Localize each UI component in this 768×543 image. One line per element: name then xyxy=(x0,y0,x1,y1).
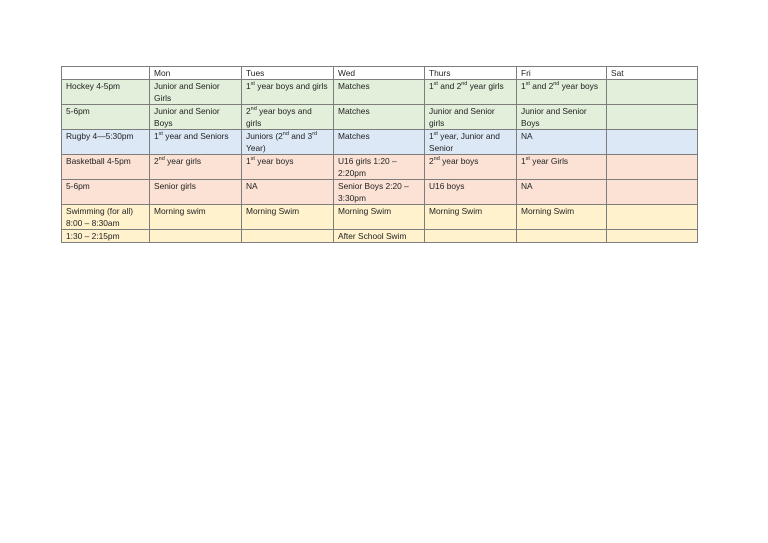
table-cell xyxy=(517,230,607,243)
table-cell xyxy=(242,230,334,243)
table-cell: After School Swim xyxy=(334,230,425,243)
table-cell: Rugby 4—5:30pm xyxy=(62,130,150,155)
table-cell: Morning Swim xyxy=(242,205,334,230)
table-cell: Matches xyxy=(334,130,425,155)
table-cell: 2nd year girls xyxy=(150,155,242,180)
header-cell-sat: Sat xyxy=(607,67,698,80)
table-cell: 1st and 2nd year girls xyxy=(425,80,517,105)
table-row-swimming xyxy=(62,205,698,230)
table-row-hockey-late xyxy=(62,105,698,130)
table-cell: 1st year boys and girls xyxy=(242,80,334,105)
table-cell: Junior and Senior Boys xyxy=(150,105,242,130)
table-cell: Matches xyxy=(334,80,425,105)
header-cell-empty xyxy=(62,67,150,80)
table-cell: 1st year boys xyxy=(242,155,334,180)
table-cell: 1st year and Seniors xyxy=(150,130,242,155)
header-cell-fri: Fri xyxy=(517,67,607,80)
table-cell: Morning Swim xyxy=(334,205,425,230)
table-cell: Junior and Senior Boys xyxy=(517,105,607,130)
table-cell xyxy=(607,105,698,130)
table-cell xyxy=(425,230,517,243)
table-cell: 1st year Girls xyxy=(517,155,607,180)
header-cell-wed: Wed xyxy=(334,67,425,80)
table-row-basketball xyxy=(62,155,698,180)
table-cell xyxy=(607,80,698,105)
table-cell xyxy=(607,230,698,243)
header-cell-tues: Tues xyxy=(242,67,334,80)
table-cell: Senior girls xyxy=(150,180,242,205)
table-cell: NA xyxy=(242,180,334,205)
table-row-swimming-afternoon xyxy=(62,230,698,243)
table-cell: 1:30 – 2:15pm xyxy=(62,230,150,243)
table-cell: Swimming (for all) 8:00 – 8:30am xyxy=(62,205,150,230)
table-cell: Junior and Senior Girls xyxy=(150,80,242,105)
table-row-basketball-late xyxy=(62,180,698,205)
table-cell: 5-6pm xyxy=(62,105,150,130)
table-cell xyxy=(150,230,242,243)
table-cell: Basketball 4-5pm xyxy=(62,155,150,180)
table-row-hockey xyxy=(62,80,698,105)
table-cell: U16 girls 1:20 – 2:20pm xyxy=(334,155,425,180)
table-cell: U16 boys xyxy=(425,180,517,205)
table-cell xyxy=(607,180,698,205)
table-cell: Morning Swim xyxy=(425,205,517,230)
table-cell: Junior and Senior girls xyxy=(425,105,517,130)
table-row-rugby xyxy=(62,130,698,155)
table-cell: NA xyxy=(517,180,607,205)
table-cell xyxy=(607,130,698,155)
header-cell-mon: Mon xyxy=(150,67,242,80)
table-cell: Senior Boys 2:20 – 3:30pm xyxy=(334,180,425,205)
table-cell: Matches xyxy=(334,105,425,130)
sports-timetable xyxy=(61,66,698,243)
table-cell: NA xyxy=(517,130,607,155)
table-cell xyxy=(607,205,698,230)
table-cell: 1st and 2nd year boys xyxy=(517,80,607,105)
table-cell xyxy=(607,155,698,180)
table-cell: 5-6pm xyxy=(62,180,150,205)
table-cell: Hockey 4-5pm xyxy=(62,80,150,105)
table-cell: 1st year, Junior and Senior xyxy=(425,130,517,155)
table-cell: 2nd year boys and girls xyxy=(242,105,334,130)
table-cell: Morning swim xyxy=(150,205,242,230)
table-cell: 2nd year boys xyxy=(425,155,517,180)
header-row xyxy=(62,67,698,80)
table-cell: Morning Swim xyxy=(517,205,607,230)
table-cell: Juniors (2nd and 3rd Year) xyxy=(242,130,334,155)
header-cell-thurs: Thurs xyxy=(425,67,517,80)
